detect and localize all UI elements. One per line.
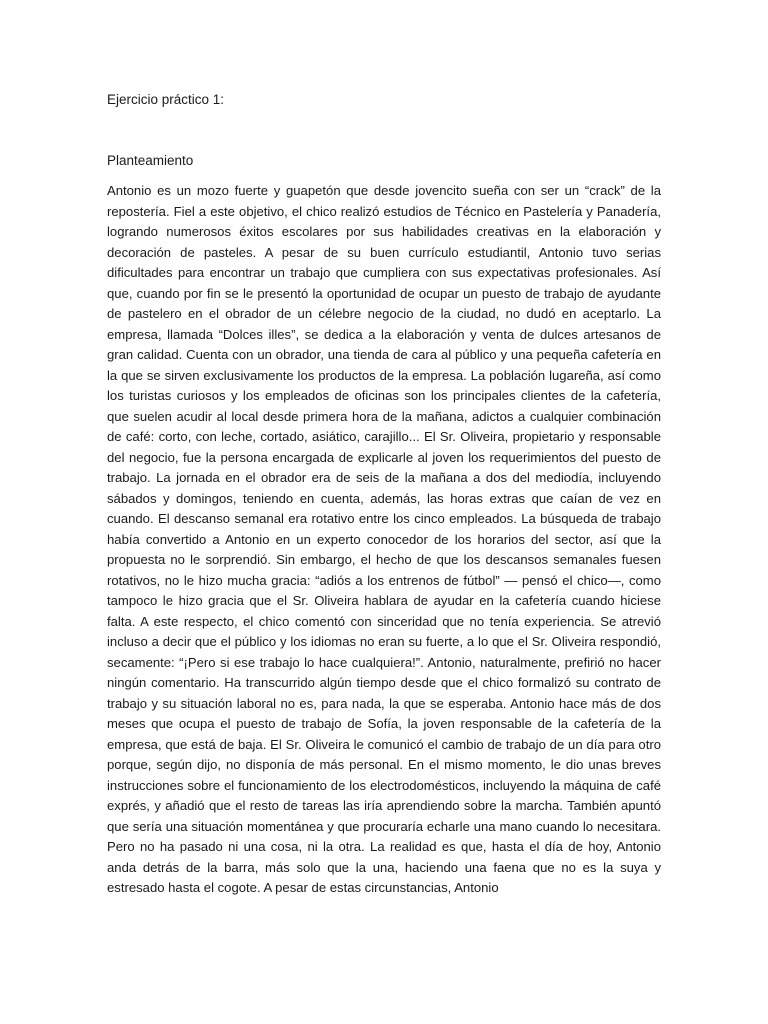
body-paragraph: Antonio es un mozo fuerte y guapetón que desde jovencito sueña con ser un “crack” de la repostería. Fiel a este objetivo, el chico realizó estudios de Técnico en Pastelería y Panadería, logrando numerosos éxitos escolares por sus habilidades creativas en la elaboración y decoración de pasteles. A pesar de su buen currículo estudiantil, Antonio tuvo serias dificultades para encontrar un trabajo que cumpliera con sus expectativas profesionales. Así que, cuando por fin se le presentó la oportunidad de ocupar un puesto de trabajo de ayudante de pastelero en el obrador de un célebre negocio de la ciudad, no dudó en aceptarlo. La empresa, llamada “Dolces illes”, se dedica a la elaboración y venta de dulces artesanos de gran calidad. Cuenta con un obrador, una tienda de cara al público y una pequeña cafetería en la que se sirven exclusivamente los productos de la empresa. La población lugareña, así como los turistas curiosos y los empleados de oficinas son los principales clientes de la cafetería, que suelen acudir al local desde primera hora de la mañana, adictos a cualquier combinación de café: corto, con leche, cortado, asiático, carajillo... El Sr. Oliveira, propietario y responsable del negocio, fue la persona encargada de explicarle al joven los requerimientos del puesto de trabajo. La jornada en el obrador era de seis de la mañana a dos del mediodía, incluyendo sábados y domingos, teniendo en cuenta, además, las horas extras que caían de vez en cuando. El descanso semanal era rotativo entre los cinco empleados. La búsqueda de trabajo había convertido a Antonio en un experto conocedor de los horarios del sector, así que la propuesta no le sorprendió. Sin embargo, el hecho de que los descansos semanales fuesen rotativos, no le hizo mucha gracia: “adiós a los entrenos de fútbol” — pensó el chico—, como tampoco le hizo gracia que el Sr. Oliveira hablara de ayudar en la cafetería cuando hiciese falta. A este respecto, el chico comentó con sinceridad que no tenía experiencia. Se atrevió incluso a decir que el público y los idiomas no eran su fuerte, a lo que el Sr. Oliveira respondió, secamente: “¡Pero si ese trabajo lo hace cualquiera!”. Antonio, naturalmente, prefirió no hacer ningún comentario. Ha transcurrido algún tiempo desde que el chico formalizó su contrato de trabajo y su situación laboral no es, para nada, la que se esperaba. Antonio hace más de dos meses que ocupa el puesto de trabajo de Sofía, la joven responsable de la cafetería de la empresa, que está de baja. El Sr. Oliveira le comunicó el cambio de trabajo de un día para otro porque, según dijo, no disponía de más personal. En el mismo momento, le dio unas breves instrucciones sobre el funcionamiento de los electrodomésticos, incluyendo la máquina de café exprés, y añadió que el resto de tareas las iría aprendiendo sobre la marcha. También apuntó que sería una situación momentánea y que procuraría echarle una mano cuando lo necesitara. Pero no ha pasado ni una cosa, ni la otra. La realidad es que, hasta el día de hoy, Antonio anda detrás de la barra, más solo que la una, haciendo una faena que no es la suya y estresado hasta el cogote. A pesar de estas circunstancias, Antonio <box>107 183 661 895</box>
exercise-title: Ejercicio práctico 1: <box>107 92 225 107</box>
section-heading: Planteamiento <box>107 153 194 168</box>
